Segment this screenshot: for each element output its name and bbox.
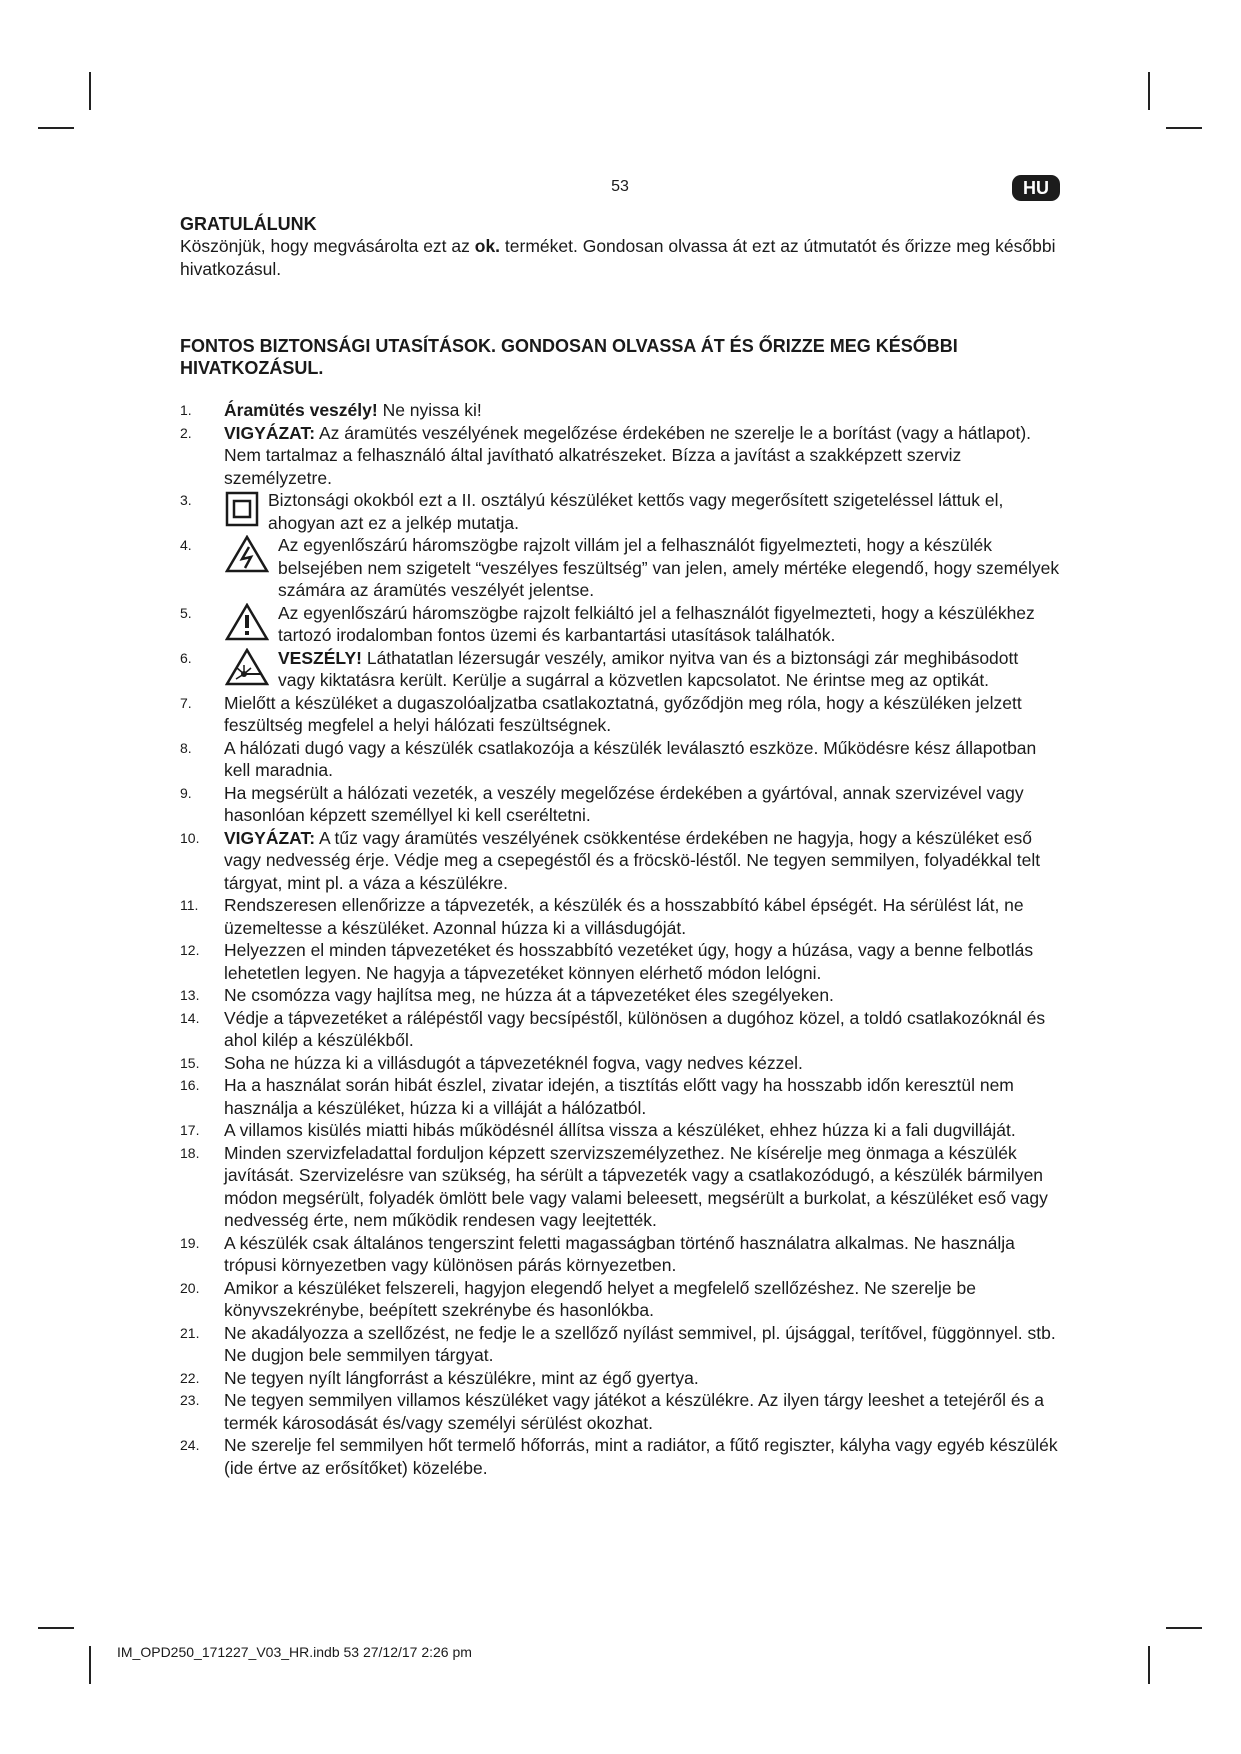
item-number: 22.: [180, 1369, 200, 1386]
item-number: 7.: [180, 694, 192, 711]
item-number: 6.: [180, 649, 192, 666]
item-number: 19.: [180, 1234, 200, 1251]
intro-text-before: Köszönjük, hogy megvásárolta ezt az: [180, 236, 475, 256]
item-number: 11.: [180, 897, 199, 913]
list-item: [180, 647, 1060, 692]
item-bold: VIGYÁZAT:: [224, 422, 316, 443]
list-item: [180, 1322, 1060, 1367]
laser-warning-icon: [224, 647, 270, 687]
list-item: [180, 1074, 1060, 1119]
item-number: 21.: [180, 1324, 200, 1341]
intro-title: GRATULÁLUNK: [180, 214, 317, 234]
symbol-row: [224, 534, 1060, 602]
list-item: [180, 827, 1060, 895]
item-number: 9.: [180, 784, 192, 801]
item-text: Minden szervizfeladattal forduljon képzett szervizszemélyzethez. Ne kísérelje meg önmaga a készülék javítását. Szervizelésre van szükség, ha sérült a tápvezeték vagy a csatlakozódugó, a készülék bármilyen módon megsérült, folyadék ömlött bele vagy valami beleesett, megsérült a burkolat, a készüléket eső vagy nedvesség érte, nem működik rendesen vagy leejtették.: [224, 1142, 1048, 1230]
lightning-warning-icon: [224, 534, 270, 574]
safety-instructions-list: [180, 399, 1060, 1479]
item-number: 2.: [180, 424, 192, 441]
symbol-row: [224, 602, 1060, 647]
list-item: [180, 534, 1060, 602]
list-item: [180, 399, 1060, 422]
item-text: Helyezzen el minden tápvezetéket és hosszabbító vezetéket úgy, hogy a húzása, vagy a benne felbotlás lehetetlen legyen. Ne hagyja a tápvezetéket könnyen elérhető módon lelógni.: [224, 940, 1034, 983]
crop-mark-bl-horizontal: [38, 1627, 74, 1629]
item-text: Ha megsérült a hálózati vezeték, a veszély megelőzése érdekében a gyártóval, annak szervizével vagy hasonlóan képzett személlyel ki kell cseréltetni.: [224, 782, 1024, 825]
item-bold: VIGYÁZAT:: [224, 827, 316, 848]
list-item: [180, 1142, 1060, 1232]
list-item: [180, 1277, 1060, 1322]
safety-title: FONTOS BIZTONSÁGI UTASÍTÁSOK. GONDOSAN OLVASSA ÁT ÉS ŐRIZZE MEG KÉSŐBBI HIVATKOZÁSUL.: [180, 336, 958, 378]
item-text: Az egyenlőszárú háromszögbe rajzolt villám jel a felhasználót figyelmezteti, hogy a készülék belsejében nem szigetelt “veszélyes feszültség” van jelen, amely mértéke elegendő, hogy személyek számára az áramütés veszélyét jelentse.: [278, 535, 1060, 600]
item-bold: Áramütés veszély!: [224, 400, 378, 420]
item-number: 20.: [180, 1279, 200, 1296]
double-square-icon: [224, 489, 260, 529]
crop-mark-br-vertical: [1148, 1646, 1150, 1684]
list-item: [180, 1232, 1060, 1277]
list-item: [180, 1119, 1060, 1142]
item-bold: VESZÉLY!: [278, 647, 362, 668]
item-text: Ne tegyen semmilyen villamos készüléket vagy játékot a készülékre. Az ilyen tárgy leeshet a tetejéről és a termék károsodását és/vagy személyi sérülést okozhat.: [224, 1390, 1044, 1433]
item-text: A villamos kisülés miatti hibás működésnél állítsa vissza a készüléket, ehhez húzza ki a fali dugvilláját.: [224, 1120, 1016, 1140]
list-item: [180, 1389, 1060, 1434]
list-item: [180, 1052, 1060, 1075]
language-badge: HU: [1012, 175, 1060, 201]
crop-mark-tr-horizontal: [1166, 127, 1202, 129]
item-text: Ne szerelje fel semmilyen hőt termelő hőforrás, mint a radiátor, a fűtő regiszter, kályha vagy egyéb készülék (ide értve az erősítőket) közelébe.: [224, 1435, 1058, 1478]
exclamation-warning-icon: [224, 602, 270, 642]
crop-mark-bl-vertical: [89, 1646, 91, 1684]
list-item: [180, 894, 1060, 939]
item-number: 3.: [180, 492, 192, 508]
item-number: 18.: [180, 1144, 200, 1161]
list-item: [180, 939, 1060, 984]
symbol-row: [224, 489, 1060, 534]
item-number: 16.: [180, 1077, 200, 1093]
item-number: 1.: [180, 402, 192, 418]
item-text: Ne tegyen nyílt lángforrást a készülékre, mint az égő gyertya.: [224, 1367, 699, 1388]
item-text: Amikor a készüléket felszereli, hagyjon elegendő helyet a megfelelő szellőzéshez. Ne szerelje be könyvszekrénybe, beépített szekrénybe és hasonlókba.: [224, 1277, 976, 1320]
item-text: Rendszeresen ellenőrizze a tápvezeték, a készülék és a hosszabbító kábel épségét. Ha sérülést lát, ne üzemeltesse a készüléket. Azonnal húzza ki a villásdugóját.: [224, 895, 1024, 938]
item-text: Mielőtt a készüléket a dugaszolóaljzatba csatlakoztatná, győződjön meg róla, hogy a készüléken jelzett feszültség megfelel a helyi hálózati feszültségnek.: [224, 692, 1022, 735]
list-item: [180, 782, 1060, 827]
item-number: 24.: [180, 1437, 200, 1453]
crop-mark-tr-vertical: [1148, 72, 1150, 110]
symbol-row: [224, 647, 1060, 692]
item-number: 8.: [180, 739, 192, 756]
item-number: 5.: [180, 604, 192, 621]
item-text: A hálózati dugó vagy a készülék csatlakozója a készülék leválasztó eszköze. Működésre kész állapotban kell maradnia.: [224, 737, 1037, 780]
page-content: [180, 213, 1060, 1479]
item-text: Ne csomózza vagy hajlítsa meg, ne húzza át a tápvezetéket éles szegélyeken.: [224, 985, 834, 1005]
item-text: A készülék csak általános tengerszint feletti magasságban történő használatra alkalmas. Ne használja trópusi környezetben vagy különösen párás környezetben.: [224, 1232, 1015, 1275]
item-number: 15.: [180, 1054, 200, 1071]
item-number: 17.: [180, 1122, 200, 1138]
intro-text-after: terméket. Gondosan olvassa át ezt az útmutatót és őrizze meg későbbi hivatkozásul.: [180, 236, 1056, 279]
crop-mark-tl-vertical: [89, 72, 91, 110]
item-text: Az áramütés veszélyének megelőzése érdekében ne szerelje le a borítást (vagy a hátlapot). Nem tartalmaz a felhasználó által javítható alkatrészeket. Bízza a javítást a szakképzett szerviz személyzetre.: [224, 422, 1032, 488]
item-text: Biztonsági okokból ezt a II. osztályú készüléket kettős vagy megerősített szigeteléssel láttuk el, ahogyan azt ez a jelkép mutatja.: [268, 490, 1004, 533]
item-text-wrap: [278, 647, 1060, 692]
item-number: 23.: [180, 1392, 200, 1408]
list-item: [180, 692, 1060, 737]
item-text: Ne akadályozza a szellőzést, ne fedje le a szellőző nyílást semmivel, pl. újsággal, terítővel, függönnyel. stb. Ne dugjon bele semmilyen tárgyat.: [224, 1322, 1056, 1365]
item-number: 12.: [180, 942, 200, 958]
print-slug-footer: IM_OPD250_171227_V03_HR.indb 53 27/12/17 2:26 pm: [117, 1644, 472, 1660]
list-item: [180, 489, 1060, 534]
item-text: Védje a tápvezetéket a rálépéstől vagy becsípéstől, különösen a dugóhoz közel, a toldó csatlakozóknál és ahol kilép a készülékből.: [224, 1007, 1046, 1050]
list-item: [180, 602, 1060, 647]
item-text: A tűz vagy áramütés veszélyének csökkentése érdekében ne hagyja, hogy a készüléket eső vagy nedvesség érje. Védje meg a csepegéstől és a fröcskö-léstől. Ne tegyen semmilyen, folyadékkal telt tárgyat, mint pl. a váza a készülékre.: [224, 827, 1041, 893]
item-text: Láthatatlan lézersugár veszély, amikor nyitva van és a biztonsági zár meghibásodott vagy kiktatásra került. Kerülje a sugárral a közvetlen kapcsolatot. Ne érintse meg az optikát.: [278, 647, 1019, 690]
item-number: 10.: [180, 829, 200, 846]
item-number: 14.: [180, 1009, 200, 1026]
brand-name: ok.: [474, 236, 501, 256]
item-text: Ha a használat során hibát észlel, zivatar idején, a tisztítás előtt vagy ha hosszabb időn keresztül nem használja a készüléket, húzza ki a villáját a hálózatból.: [224, 1075, 1014, 1118]
item-number: 4.: [180, 537, 192, 553]
list-item: [180, 1367, 1060, 1390]
intro-text: [180, 235, 1060, 280]
item-number: 13.: [180, 987, 200, 1003]
item-text: Az egyenlőszárú háromszögbe rajzolt felkiáltó jel a felhasználót figyelmezteti, hogy a készülékhez tartozó irodalomban fontos üzemi és karbantartási utasítások találhatók.: [278, 602, 1035, 645]
page-number: 53: [611, 178, 629, 195]
crop-mark-tl-horizontal: [38, 127, 74, 129]
list-item: [180, 1434, 1060, 1479]
list-item: [180, 984, 1060, 1007]
item-text: Ne nyissa ki!: [377, 400, 482, 420]
list-item: [180, 1007, 1060, 1052]
crop-mark-br-horizontal: [1166, 1627, 1202, 1629]
item-text: Soha ne húzza ki a villásdugót a tápvezetéknél fogva, vagy nedves kézzel.: [224, 1052, 803, 1073]
list-item: [180, 422, 1060, 490]
list-item: [180, 737, 1060, 782]
